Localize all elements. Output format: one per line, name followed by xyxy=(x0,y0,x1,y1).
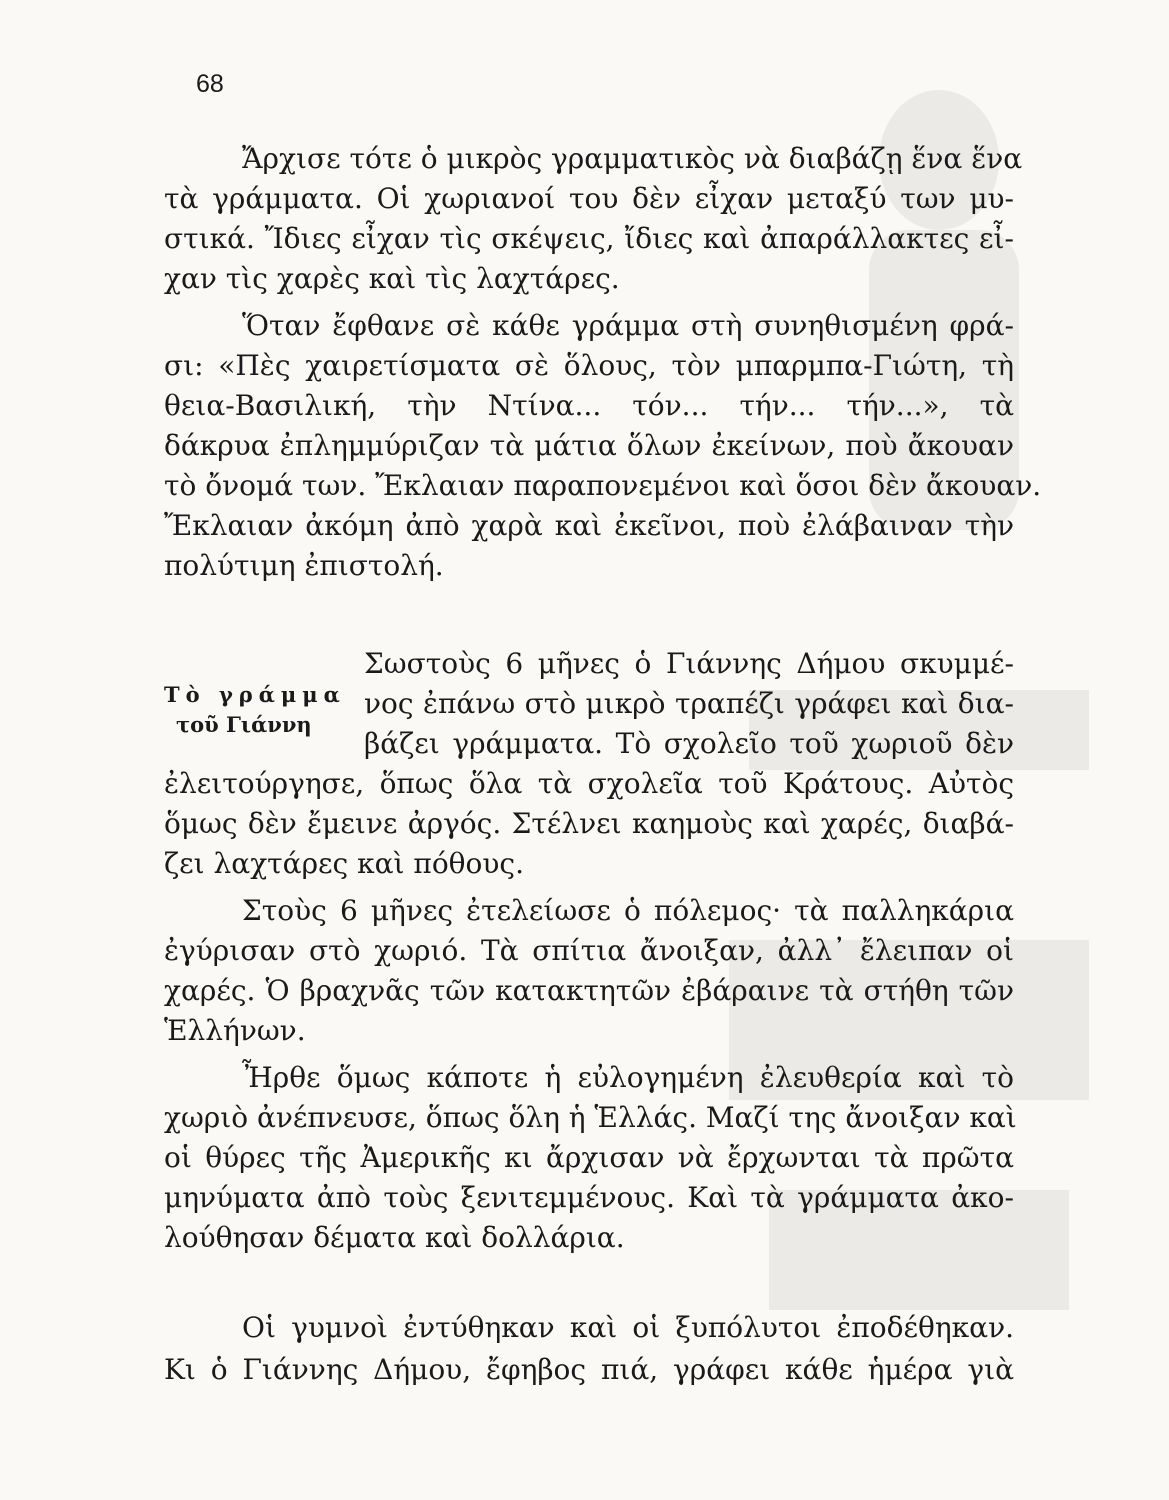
text-line: Ἦρθε ὅμως κάποτε ἡ εὐλογημένη ἐλευθερία καὶ τὸ xyxy=(242,1061,1014,1094)
text-line: στικά. Ἴδιες εἶχαν τὶς σκέψεις, ἴδιες καὶ ἀπαράλλακτες εἶ- xyxy=(164,222,1014,255)
text-line: Οἱ γυμνοὶ ἐντύθηκαν καὶ οἱ ξυπόλυτοι ἐποδέθηκαν. xyxy=(242,1311,1014,1344)
text-line: Σωστοὺς 6 μῆνες ὁ Γιάννης Δήμου σκυμμέ- xyxy=(364,647,1014,680)
text-line: Ἑλλήνων. xyxy=(164,1014,306,1047)
text-line: ὅμως δὲν ἔμεινε ἀργός. Στέλνει καημοὺς καὶ χαρές, διαβά- xyxy=(164,807,1014,840)
text-line: πολύτιμη ἐπιστολή. xyxy=(164,549,444,582)
text-line: χαρές. Ὁ βραχνᾶς τῶν κατακτητῶν ἐβάραινε τὰ στήθη τῶν xyxy=(164,974,1014,1007)
text-line: Ἔκλαιαν ἀκόμη ἀπὸ χαρὰ καὶ ἐκεῖνοι, ποὺ ἐλάβαιναν τὴν xyxy=(164,509,1014,542)
page-number: 68 xyxy=(196,70,224,98)
text-line: οἱ θύρες τῆς Ἀμερικῆς κι ἄρχισαν νὰ ἔρχωνται τὰ πρῶτα xyxy=(164,1141,1014,1174)
text-line: χαν τὶς χαρὲς καὶ τὶς λαχτάρες. xyxy=(164,262,620,295)
text-line: μηνύματα ἀπὸ τοὺς ξενιτεμμένους. Καὶ τὰ γράμματα ἀκο- xyxy=(164,1181,1014,1214)
text-line: Ἄρχισε τότε ὁ μικρὸς γραμματικὸς νὰ διαβάζῃ ἕνα ἕνα xyxy=(242,142,1023,175)
side-heading-line: τοῦ Γιάννη xyxy=(176,712,312,737)
text-line: δάκρυα ἐπλημμύριζαν τὰ μάτια ὅλων ἐκείνων, ποὺ ἄκουαν xyxy=(164,429,1014,462)
text-line: Κι ὁ Γιάννης Δήμου, ἔφηβος πιά, γράφει κάθε ἡμέρα γιὰ xyxy=(164,1353,1014,1386)
text-line: λούθησαν δέματα καὶ δολλάρια. xyxy=(164,1221,625,1254)
text-line: ἐγύρισαν στὸ χωριό. Τὰ σπίτια ἄνοιξαν, ἀλλ᾿ ἔλειπαν οἱ xyxy=(164,934,1014,967)
text-line: νος ἐπάνω στὸ μικρὸ τραπέζι γράφει καὶ δια- xyxy=(364,687,1014,720)
text-line: θεια-Βασιλική, τὴν Ντίνα... τόν... τήν... τήν...», τὰ xyxy=(164,389,1014,422)
text-line: τὸ ὄνομά των. Ἔκλαιαν παραπονεμένοι καὶ ὅσοι δὲν ἄκουαν. xyxy=(164,469,1042,502)
text-line: τὰ γράμματα. Οἱ χωριανοί του δὲν εἶχαν μεταξύ των μυ- xyxy=(164,182,1014,215)
text-line: Ὅταν ἔφθανε σὲ κάθε γράμμα στὴ συνηθισμένη φρά- xyxy=(242,309,1014,342)
text-line: ἐλειτούργησε, ὅπως ὅλα τὰ σχολεῖα τοῦ Κράτους. Αὐτὸς xyxy=(164,767,1014,800)
text-line: Στοὺς 6 μῆνες ἐτελείωσε ὁ πόλεμος· τὰ παλληκάρια xyxy=(242,894,1014,927)
text-line: ζει λαχτάρες καὶ πόθους. xyxy=(164,847,524,880)
side-heading-line: Τὸ γράμμα xyxy=(164,682,346,707)
section-side-heading xyxy=(164,680,346,740)
text-line: σι: «Πὲς χαιρετίσματα σὲ ὅλους, τὸν μπαρμπα-Γιώτη, τὴ xyxy=(164,349,1014,382)
text-line: βάζει γράμματα. Τὸ σχολεῖο τοῦ χωριοῦ δὲν xyxy=(364,727,1014,760)
text-line: χωριὸ ἀνέπνευσε, ὅπως ὅλη ἡ Ἑλλάς. Μαζί της ἄνοιξαν καὶ xyxy=(164,1101,1017,1134)
